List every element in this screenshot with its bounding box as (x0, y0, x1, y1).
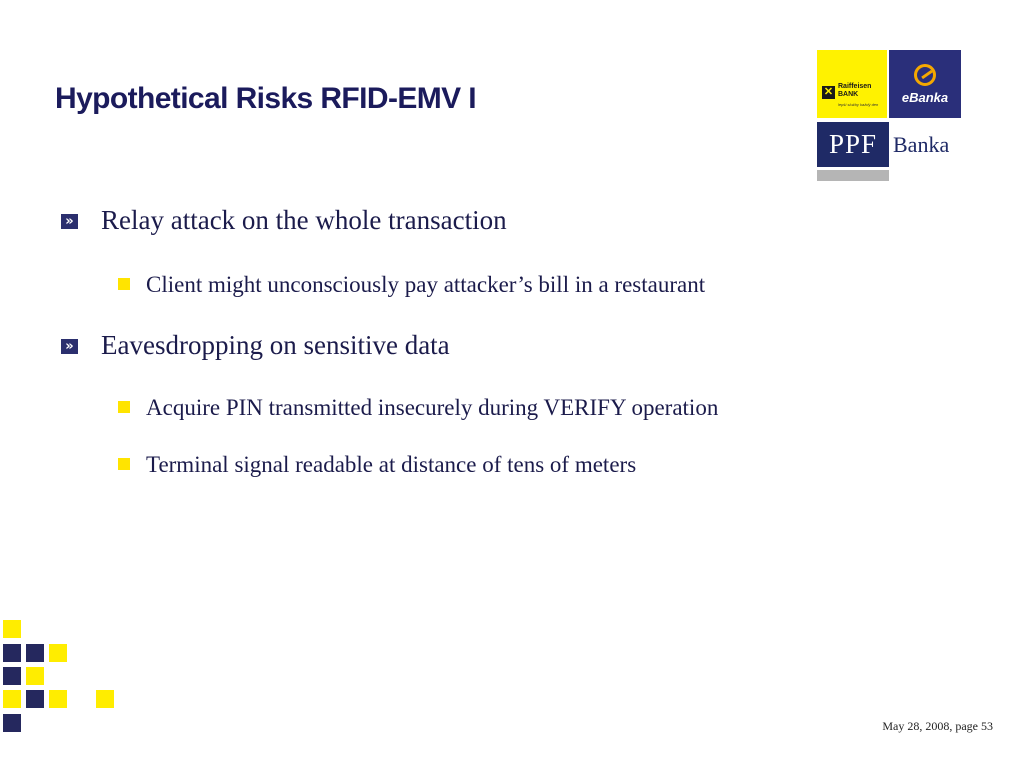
bullet-item (65, 330, 450, 361)
grid-square (49, 644, 67, 662)
grid-square (3, 620, 21, 638)
bullet-item (65, 205, 507, 236)
raiffeisen-logo (817, 50, 887, 118)
grid-square (3, 644, 21, 662)
grid-square (96, 690, 114, 708)
double-chevron-icon: » (61, 214, 78, 229)
raiffeisen-name-line1: Raiffeisen (838, 83, 872, 90)
raiffeisen-cross-icon: ✕ (823, 86, 834, 98)
grid-square (26, 690, 44, 708)
grid-square (26, 667, 44, 685)
yellow-square-icon (118, 278, 130, 290)
ebanka-logo (889, 50, 961, 118)
grid-square (3, 690, 21, 708)
sub-bullet-text: Client might unconsciously pay attacker’s bill in a restaurant (146, 272, 706, 297)
sub-bullet-text: Terminal signal readable at distance of tens of meters (146, 452, 637, 477)
grid-square (26, 644, 44, 662)
grid-square (49, 690, 67, 708)
ppf-logo-mark: PPF (817, 122, 889, 167)
ppf-logo-name: Banka (893, 132, 950, 157)
grid-square (3, 667, 21, 685)
bullet-text: Eavesdropping on sensitive data (101, 330, 450, 360)
sub-bullet-item (146, 272, 705, 298)
sub-bullet-item (146, 395, 718, 421)
grid-square (3, 714, 21, 732)
slide-footer: May 28, 2008, page 53 (882, 719, 993, 733)
yellow-square-icon (118, 401, 130, 413)
ppf-logo-bar (817, 170, 889, 181)
double-chevron-icon: » (61, 339, 78, 354)
bullet-text: Relay attack on the whole transaction (101, 205, 507, 235)
yellow-square-icon (118, 458, 130, 470)
raiffeisen-name (838, 83, 871, 99)
slide-title: Hypothetical Risks RFID-EMV I (55, 82, 477, 115)
sub-bullet-text: Acquire PIN transmitted insecurely during VERIFY operation (146, 395, 719, 420)
bank-logos (817, 50, 961, 181)
sub-bullet-item (146, 452, 636, 478)
raiffeisen-name-line2: BANK (838, 91, 859, 98)
ebanka-symbol-icon (914, 64, 936, 86)
ebanka-name: eBanka (901, 90, 949, 105)
raiffeisen-tagline: lepší služby každý den (838, 102, 879, 107)
